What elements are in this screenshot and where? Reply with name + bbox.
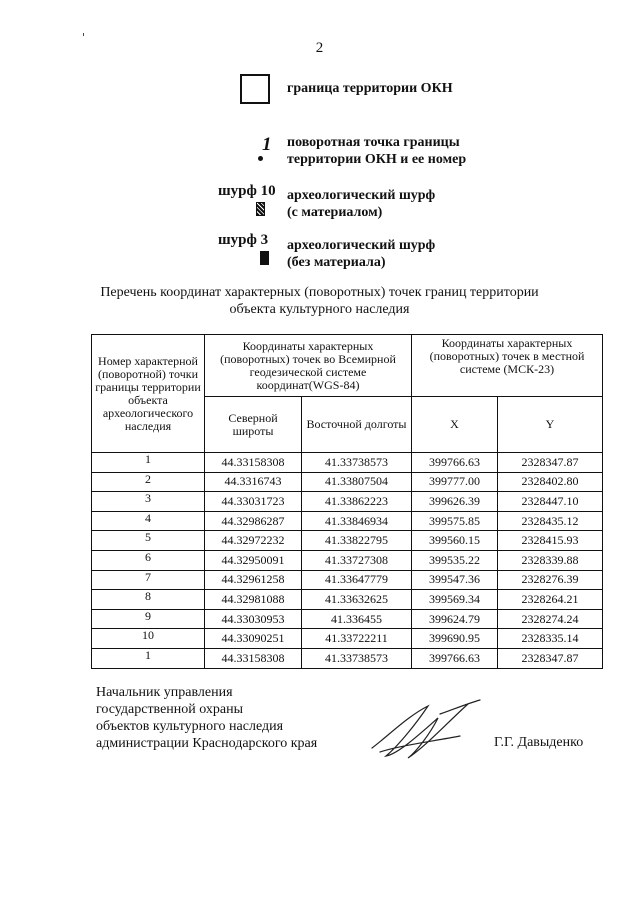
longitude-cell: 41.33822795 (302, 531, 412, 551)
point-number-cell: 7 (92, 570, 205, 590)
y-cell: 2328447.10 (498, 492, 603, 512)
table-heading-line1: Перечень координат характерных (поворотных) точек границ территории (100, 285, 539, 300)
longitude-cell: 41.33862223 (302, 492, 412, 512)
table-row (92, 590, 603, 610)
y-cell: 2328415.93 (498, 531, 603, 551)
latitude-cell: 44.32961258 (205, 570, 302, 590)
table-row (92, 453, 603, 473)
point-number-cell: 1 (92, 453, 205, 473)
boundary-legend-label: граница территории ОКН (287, 81, 453, 96)
x-cell: 399575.85 (412, 511, 498, 531)
latitude-cell: 44.33031723 (205, 492, 302, 512)
point-legend-line1: поворотная точка границы (287, 135, 460, 150)
y-cell: 2328347.87 (498, 453, 603, 473)
pit-without-material-label: шурф 3 (218, 232, 269, 248)
point-legend-number: 1 (262, 134, 272, 155)
y-cell: 2328264.21 (498, 590, 603, 610)
point-number-cell: 3 (92, 492, 205, 512)
table-row (92, 531, 603, 551)
table-row (92, 648, 603, 668)
point-number-cell: 1 (92, 648, 205, 668)
signatory-line4: администрации Краснодарского края (96, 736, 318, 751)
table-row (92, 511, 603, 531)
longitude-cell: 41.33738573 (302, 648, 412, 668)
y-cell: 2328339.88 (498, 550, 603, 570)
latitude-cell: 44.32986287 (205, 511, 302, 531)
x-cell: 399547.36 (412, 570, 498, 590)
pit-with-material-line2: (с материалом) (287, 205, 383, 220)
point-number-cell: 4 (92, 511, 205, 531)
scan-mark (83, 33, 84, 36)
table-row (92, 550, 603, 570)
page-number: 2 (315, 40, 324, 56)
signatory-line3: объектов культурного наследия (96, 719, 284, 734)
table-row (92, 609, 603, 629)
x-cell: 399766.63 (412, 453, 498, 473)
longitude-cell: 41.33727308 (302, 550, 412, 570)
y-cell: 2328347.87 (498, 648, 603, 668)
longitude-cell: 41.336455 (302, 609, 412, 629)
longitude-cell: 41.33738573 (302, 453, 412, 473)
longitude-cell: 41.33807504 (302, 472, 412, 492)
y-cell: 2328435.12 (498, 511, 603, 531)
header-north-latitude: Северной широты (205, 397, 302, 453)
y-cell: 2328276.39 (498, 570, 603, 590)
header-x: X (412, 397, 498, 453)
coordinates-table (91, 334, 603, 669)
pit-with-material-label: шурф 10 (218, 183, 276, 199)
latitude-cell: 44.33030953 (205, 609, 302, 629)
turning-point-icon (258, 156, 263, 161)
x-cell: 399766.63 (412, 648, 498, 668)
x-cell: 399624.79 (412, 609, 498, 629)
table-row (92, 570, 603, 590)
pit-without-material-line1: археологический шурф (287, 238, 436, 253)
handwritten-signature (368, 696, 488, 766)
point-number-cell: 5 (92, 531, 205, 551)
longitude-cell: 41.33632625 (302, 590, 412, 610)
signatory-line1: Начальник управления (96, 685, 233, 700)
x-cell: 399777.00 (412, 472, 498, 492)
pit-with-material-line1: археологический шурф (287, 188, 436, 203)
header-point-number: Номер характерной (поворотной) точки границы территории объекта археологического наследия (92, 335, 205, 453)
table-row (92, 472, 603, 492)
header-y: Y (498, 397, 603, 453)
latitude-cell: 44.33090251 (205, 629, 302, 649)
latitude-cell: 44.32981088 (205, 590, 302, 610)
pit-without-material-icon (260, 251, 269, 265)
point-number-cell: 9 (92, 609, 205, 629)
point-legend-line2: территории ОКН и ее номер (287, 152, 467, 167)
signatory-title (96, 684, 317, 752)
latitude-cell: 44.32950091 (205, 550, 302, 570)
table-row (92, 629, 603, 649)
x-cell: 399535.22 (412, 550, 498, 570)
x-cell: 399626.39 (412, 492, 498, 512)
y-cell: 2328402.80 (498, 472, 603, 492)
longitude-cell: 41.33722211 (302, 629, 412, 649)
y-cell: 2328335.14 (498, 629, 603, 649)
pit-with-material-icon (256, 202, 265, 216)
header-msk23-group: Координаты характерных (поворотных) точек в местной системе (МСК-23) (412, 335, 603, 397)
latitude-cell: 44.33158308 (205, 453, 302, 473)
pit-without-material-line2: (без материала) (287, 255, 386, 270)
point-number-cell: 2 (92, 472, 205, 492)
longitude-cell: 41.33846934 (302, 511, 412, 531)
x-cell: 399560.15 (412, 531, 498, 551)
y-cell: 2328274.24 (498, 609, 603, 629)
boundary-legend-symbol (240, 74, 270, 104)
signatory-line2: государственной охраны (96, 702, 244, 717)
longitude-cell: 41.33647779 (302, 570, 412, 590)
header-east-longitude: Восточной долготы (302, 397, 412, 453)
point-number-cell: 8 (92, 590, 205, 610)
point-number-cell: 6 (92, 550, 205, 570)
point-number-cell: 10 (92, 629, 205, 649)
x-cell: 399569.34 (412, 590, 498, 610)
x-cell: 399690.95 (412, 629, 498, 649)
latitude-cell: 44.32972232 (205, 531, 302, 551)
table-row (92, 492, 603, 512)
signatory-name: Г.Г. Давыденко (494, 735, 584, 750)
latitude-cell: 44.3316743 (205, 472, 302, 492)
latitude-cell: 44.33158308 (205, 648, 302, 668)
table-heading-line2: объекта культурного наследия (229, 302, 410, 317)
header-wgs84-group: Координаты характерных (поворотных) точек во Всемирной геодезической системе координат(WGS-84) (205, 335, 412, 397)
